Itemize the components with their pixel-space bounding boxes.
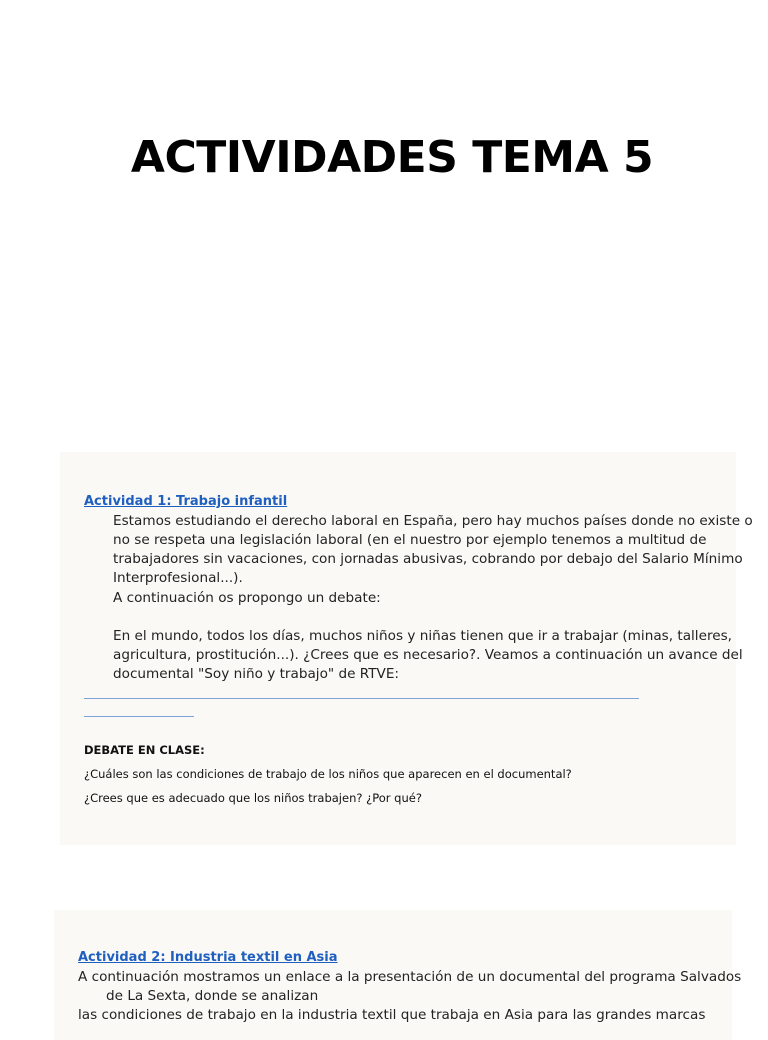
activity-1-paragraph2-line-3: documental "Soy niño y trabajo" de RTVE: — [113, 666, 400, 682]
video-link-underline-continued[interactable] — [84, 716, 194, 717]
activity-1-paragraph-line-2: no se respeta una legislación laboral (en el nuestro por ejemplo tenemos a multitud de — [113, 532, 707, 548]
activity-1-paragraph-line-1: Estamos estudiando el derecho laboral en España, pero hay muchos países donde no existe o — [113, 513, 753, 529]
activity-2-title-link[interactable]: Actividad 2: Industria textil en Asia — [78, 950, 338, 965]
debate-question-1: ¿Cuáles son las condiciones de trabajo de los niños que aparecen en el documental? — [84, 767, 572, 781]
activity-1-paragraph-line-4: Interprofesional...). — [113, 570, 243, 586]
activity-1-paragraph-line-5: A continuación os propongo un debate: — [113, 590, 381, 606]
activity-1-paragraph-line-3: trabajadores sin vacaciones, con jornadas abusivas, cobrando por debajo del Salario Mínimo — [113, 551, 743, 567]
activity-1-paragraph2-line-1: En el mundo, todos los días, muchos niños y niñas tienen que ir a trabajar (minas, talleres, — [113, 628, 733, 644]
page-title: ACTIVIDADES TEMA 5 — [130, 132, 654, 183]
debate-heading: DEBATE EN CLASE: — [84, 743, 205, 757]
activity-1-card — [60, 452, 753, 845]
activity-1-title-link[interactable]: Actividad 1: Trabajo infantil — [84, 494, 288, 509]
video-link-underline[interactable] — [84, 698, 639, 699]
activity-2-paragraph-line-2: de La Sexta, donde se analizan — [106, 988, 319, 1004]
activity-1-paragraph2-line-2: agricultura, prostitución...). ¿Crees que es necesario?. Veamos a continuación un avance del — [113, 647, 743, 663]
activity-2-paragraph-line-1: A continuación mostramos un enlace a la presentación de un documental del programa Salvados — [78, 969, 742, 985]
debate-question-2: ¿Crees que es adecuado que los niños trabajen? ¿Por qué? — [84, 791, 422, 805]
activity-2-paragraph-line-3: las condiciones de trabajo en la industria textil que trabaja en Asia para las grandes marcas — [78, 1007, 706, 1023]
activity-2-card — [54, 910, 742, 1040]
